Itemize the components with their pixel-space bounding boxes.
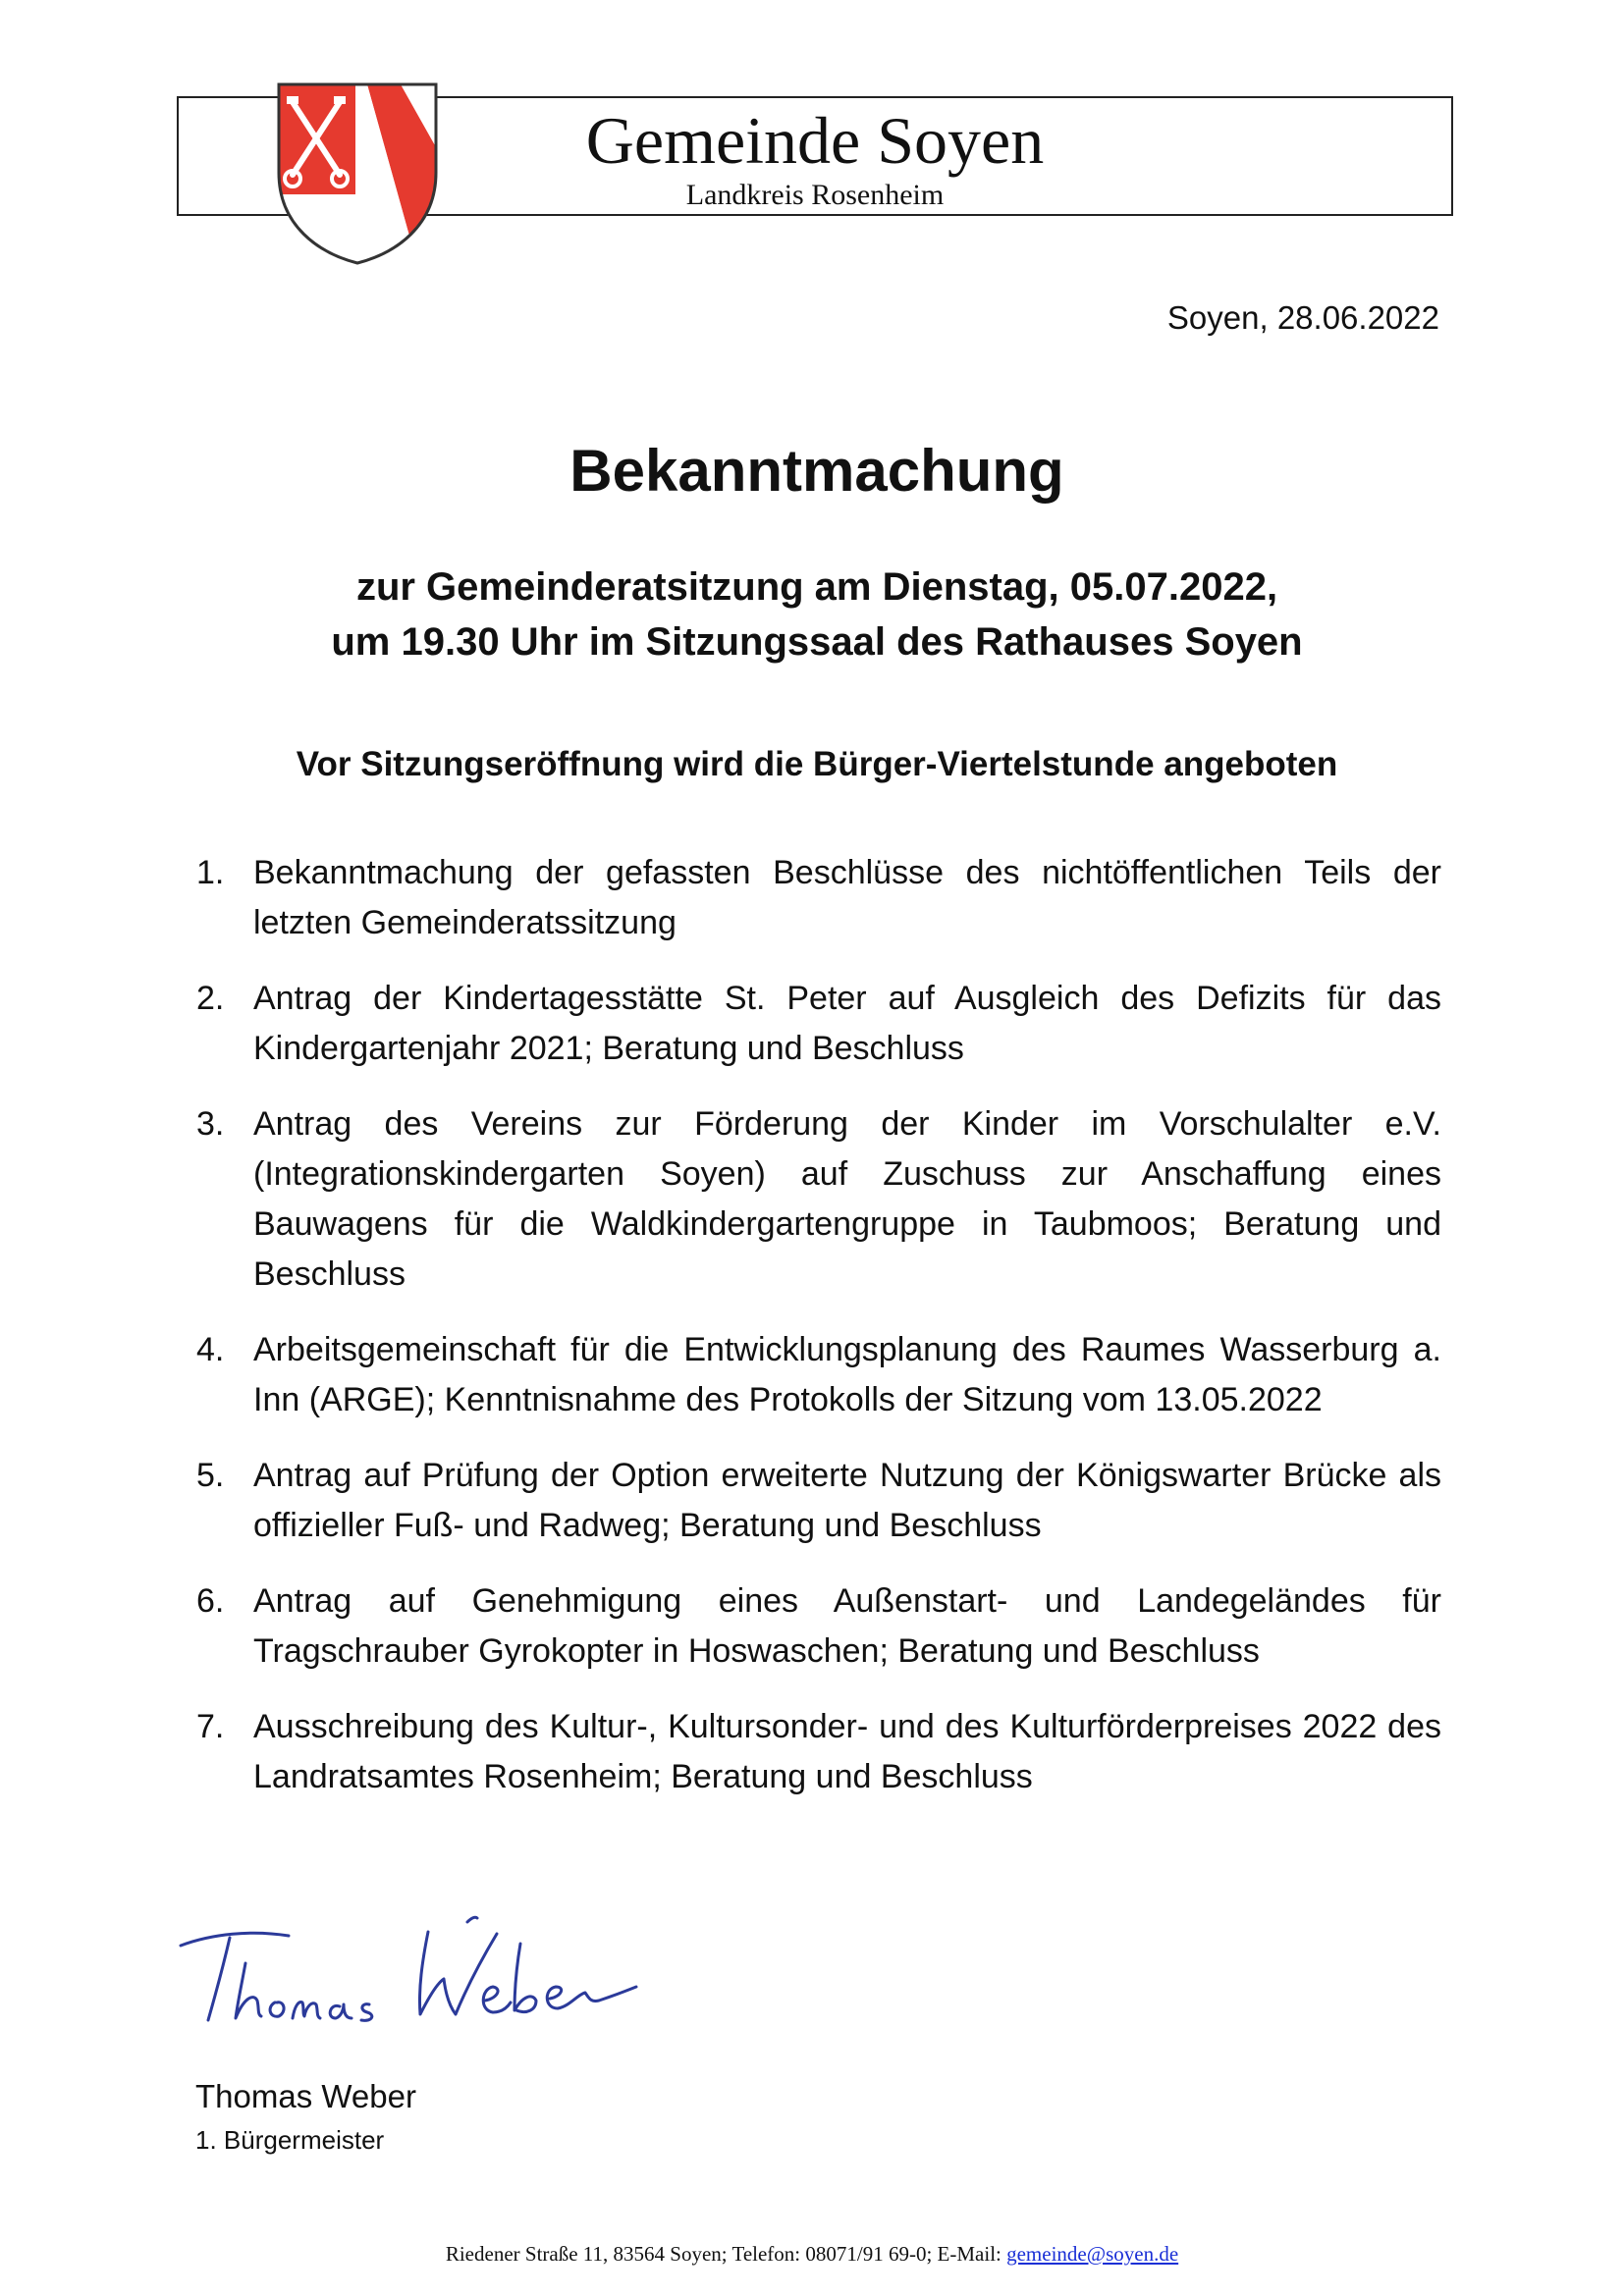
agenda-item-number: 3. — [196, 1105, 225, 1143]
agenda-item-number: 4. — [196, 1331, 225, 1368]
agenda-item-number: 7. — [196, 1708, 225, 1745]
agenda-item-text: Antrag auf Genehmigung eines Außenstart- und Landegeländes für Tragschrauber Gyrokopter in Hoswaschen; Beratung und Beschluss — [253, 1582, 1441, 1670]
agenda-item-text: Bekanntmachung der gefassten Beschlüsse des nichtöffentlichen Teils der letzten Gemeinderatssitzung — [253, 854, 1441, 941]
agenda-item-text: Antrag auf Prüfung der Option erweiterte Nutzung der Königswarter Brücke als offizieller Fuß- und Radweg; Beratung und Beschluss — [253, 1457, 1441, 1544]
meeting-info-line1: zur Gemeinderatsitzung am Dienstag, 05.07.2022, — [355, 565, 1278, 609]
footer-address: Riedener Straße 11, 83564 Soyen; Telefon: 08071/91 69-0; E-Mail: — [445, 2242, 1007, 2266]
agenda-item-text: Ausschreibung des Kultur-, Kultursonder- und des Kulturförderpreises 2022 des Landratsamtes Rosenheim; Beratung und Beschluss — [253, 1708, 1441, 1795]
agenda-item-number: 6. — [196, 1582, 225, 1620]
agenda-item — [196, 1325, 1441, 1425]
coat-of-arms — [273, 79, 442, 267]
agenda-item — [196, 1702, 1441, 1802]
agenda-item-text: Arbeitsgemeinschaft für die Entwicklungsplanung des Raumes Wasserburg a. Inn (ARGE); Kenntnisnahme des Protokolls der Sitzung vom 13.05.2022 — [253, 1331, 1441, 1418]
municipality-name: Gemeinde Soyen — [585, 103, 1045, 178]
agenda-item-text: Antrag des Vereins zur Förderung der Kinder im Vorschulalter e.V. (Integrationskindergarten Soyen) auf Zuschuss zur Anschaffung eines Bauwagens für die Waldkindergartengruppe in Taubmoos; Beratung und Beschluss — [253, 1105, 1441, 1293]
footer-contact — [0, 2240, 1624, 2268]
signer-name: Thomas Weber — [195, 2078, 416, 2114]
meeting-info — [0, 560, 1624, 669]
agenda-list — [196, 848, 1441, 1828]
agenda-item-text: Antrag der Kindertagesstätte St. Peter auf Ausgleich des Defizits für das Kindergartenjahr 2021; Beratung und Beschluss — [253, 980, 1441, 1067]
agenda-item — [196, 1099, 1441, 1300]
citizen-note: Vor Sitzungseröffnung wird die Bürger-Viertelstunde angeboten — [296, 745, 1338, 783]
footer-email-link[interactable]: gemeinde@soyen.de — [1006, 2242, 1179, 2266]
handwritten-signature — [173, 1904, 644, 2052]
signer-role: 1. Bürgermeister — [195, 2125, 385, 2155]
date-line: Soyen, 28.06.2022 — [1166, 299, 1439, 336]
meeting-info-line2: um 19.30 Uhr im Sitzungssaal des Rathauses Soyen — [331, 620, 1303, 664]
agenda-item — [196, 974, 1441, 1074]
agenda-item-number: 1. — [196, 854, 225, 891]
agenda-item — [196, 848, 1441, 948]
district-name: Landkreis Rosenheim — [685, 179, 945, 211]
agenda-item-number: 5. — [196, 1457, 225, 1494]
agenda-item — [196, 1576, 1441, 1677]
agenda-item-number: 2. — [196, 980, 225, 1017]
agenda-item — [196, 1451, 1441, 1551]
document-title: Bekanntmachung — [569, 438, 1064, 504]
